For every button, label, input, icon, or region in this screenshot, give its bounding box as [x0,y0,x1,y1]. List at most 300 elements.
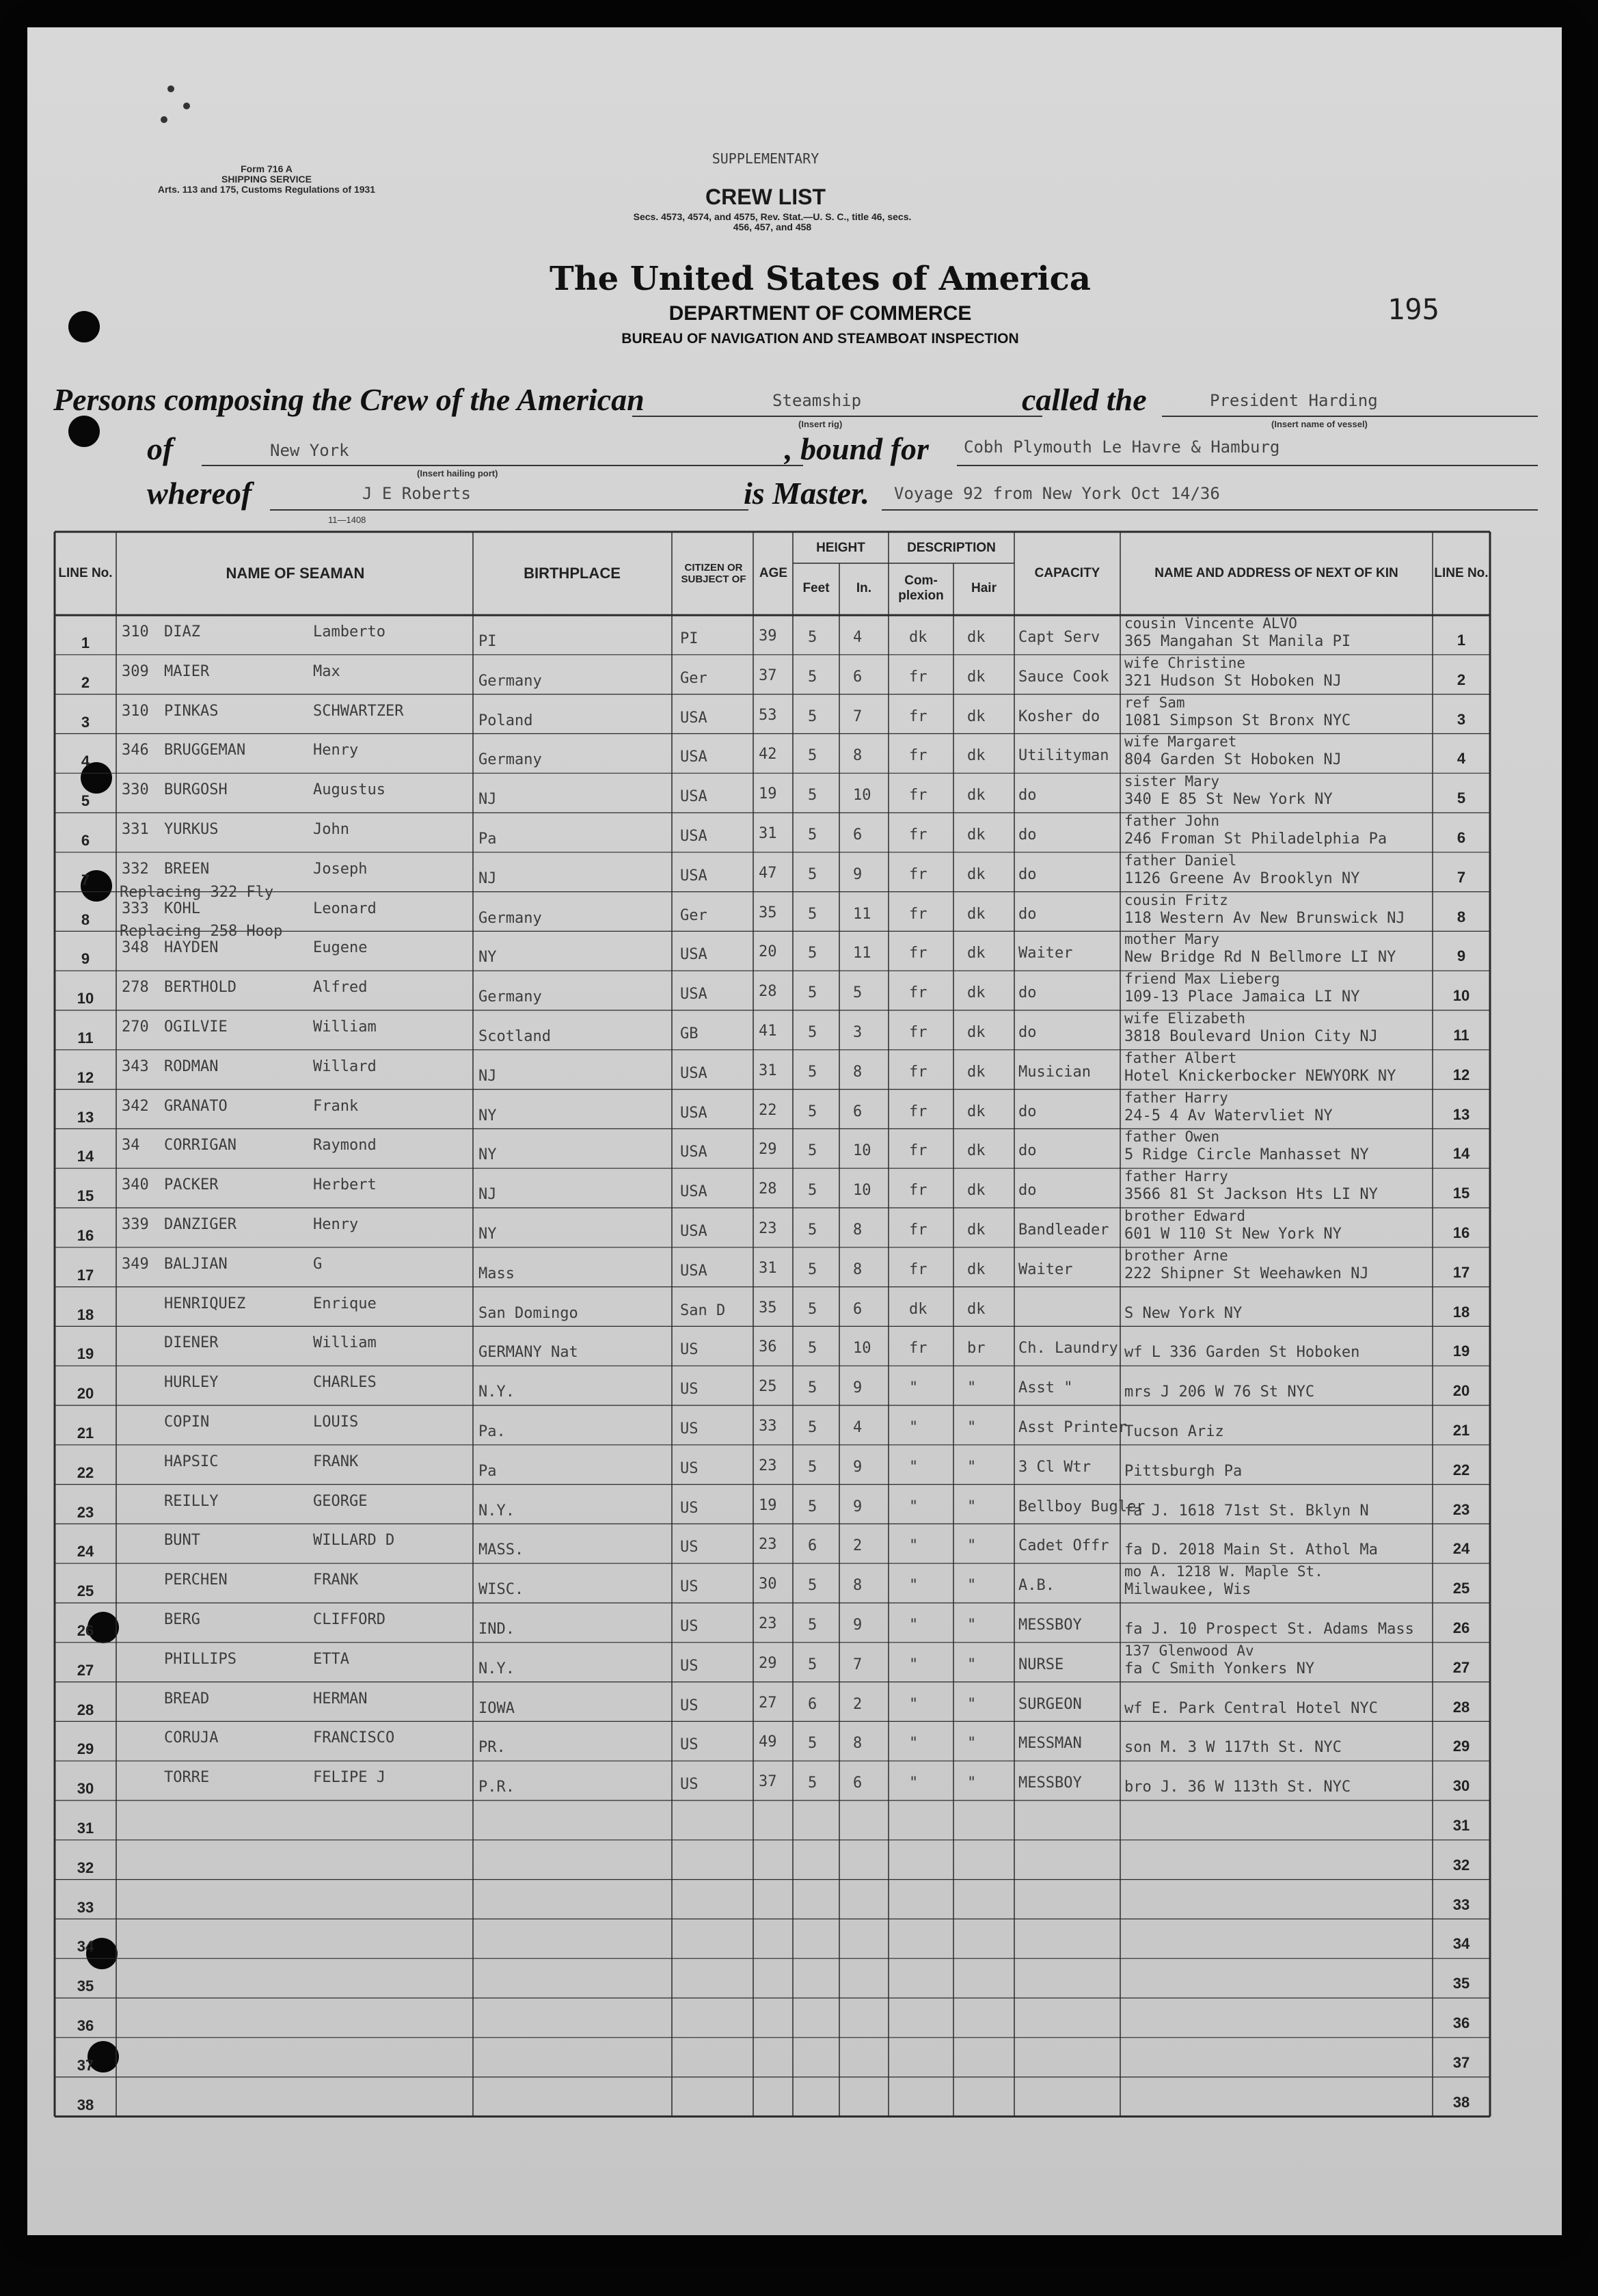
height-feet: 6 [808,1537,817,1555]
line-number: 10 [77,990,94,1008]
line-number: 28 [77,1701,94,1718]
line-number-right: 13 [1452,1105,1470,1123]
height-feet: 5 [808,1260,817,1278]
next-of-kin-address: Pittsburgh Pa [1124,1462,1243,1480]
supplementary-stamp: SUPPLEMENTARY [712,150,820,167]
next-of-kin-address: Tucson Ariz [1124,1423,1224,1440]
hair: " [967,1537,977,1555]
height-inches: 10 [853,1182,871,1200]
citizen-of: US [680,1776,699,1794]
age: 23 [759,1615,777,1632]
next-of-kin-address: 1081 Simpson St Bronx NYC [1124,712,1351,729]
height-inches: 3 [853,1024,863,1041]
capacity: Waiter [1018,1260,1073,1278]
age: 25 [759,1378,777,1396]
seaman-given-name: William [313,1334,377,1352]
height-feet: 5 [808,905,817,923]
hair: " [967,1379,977,1397]
height-inches: 8 [853,1577,863,1595]
capacity: do [1018,1182,1037,1200]
line-number: 5 [81,792,90,810]
complexion: " [909,1774,919,1792]
next-of-kin-address: 3818 Boulevard Union City NJ [1124,1028,1378,1045]
hair: dk [967,1024,986,1041]
seaman-surname: BERTHOLD [164,979,236,997]
citizen-of: US [680,1341,699,1359]
next-of-kin-name: wife Margaret [1124,733,1237,751]
seaman-surname: DIENER [164,1334,219,1352]
line-number: 16 [77,1227,94,1244]
citizen-of: US [680,1697,699,1714]
seaman-surname: PINKAS [164,702,219,720]
hair: dk [967,945,986,962]
seaman-surname: CORUJA [164,1729,219,1747]
height-inches: 9 [853,1379,863,1397]
next-of-kin-address: 109-13 Place Jamaica LI NY [1124,988,1360,1006]
height-inches: 10 [853,1340,871,1358]
whereof-label: whereof [147,476,252,511]
height-inches: 2 [853,1537,863,1555]
next-of-kin-address: fa C Smith Yonkers NY [1124,1660,1315,1677]
capacity: Capt Serv [1018,629,1100,646]
citizen-of: US [680,1381,699,1399]
next-of-kin-name: 137 Glenwood Av [1124,1642,1254,1659]
hair: dk [967,707,986,725]
vessel-hint: (Insert name of vessel) [1271,419,1368,429]
line-number: 29 [77,1740,94,1758]
height-inches: 8 [853,1260,863,1278]
age: 33 [759,1418,777,1435]
citizen-of: GB [680,1025,699,1042]
seaman-given-name: CHARLES [313,1374,377,1392]
line-number-right: 16 [1452,1224,1470,1241]
next-of-kin-name: mother Mary [1124,931,1220,948]
seaman-given-name: Henry [313,1216,359,1233]
form-title: CREW LIST [705,185,826,209]
crew-number: 348 [122,939,149,957]
birthplace: NY [478,949,497,967]
col-citizen: CITIZEN OR SUBJECT OF [681,562,746,585]
line-number: 22 [77,1463,94,1481]
line-number: 37 [77,2056,94,2074]
col-complexion: Com-plexion [898,573,944,603]
capacity: do [1018,1103,1037,1120]
line-number: 26 [77,1622,94,1639]
line-number-right: 17 [1452,1263,1470,1281]
height-inches: 8 [853,1735,863,1753]
next-of-kin-address: 3566 81 St Jackson Hts LI NY [1124,1186,1378,1204]
height-feet: 5 [808,1774,817,1792]
seaman-surname: MAIER [164,662,210,680]
line-number: 36 [77,2017,94,2034]
hair: dk [967,826,986,843]
complexion: fr [909,1340,927,1358]
height-feet: 5 [808,629,817,646]
citizen-of: USA [680,1223,707,1240]
next-of-kin-name: ref Sam [1124,694,1185,711]
complexion: fr [909,1024,927,1041]
next-of-kin-name: father Albert [1124,1049,1237,1066]
birthplace: Pa [478,830,497,848]
persons-label: Persons composing the Crew of the American [53,382,645,417]
line-number-right: 3 [1457,710,1466,728]
line-number-right: 29 [1452,1738,1470,1755]
line-number-right: 26 [1452,1619,1470,1636]
birthplace: NJ [478,1186,497,1204]
line-number-right: 5 [1457,789,1466,807]
crew-number: 330 [122,781,149,799]
citizen-of: USA [680,1064,707,1082]
height-inches: 6 [853,826,863,843]
birthplace: N.Y. [478,1660,515,1677]
capacity: Asst " [1018,1379,1073,1397]
age: 31 [759,825,777,842]
crew-number: 332 [122,860,149,878]
height-feet: 5 [808,1063,817,1081]
line-number: 6 [81,832,90,849]
next-of-kin-address: New Bridge Rd N Bellmore LI NY [1124,949,1396,967]
hair: dk [967,905,986,923]
age: 47 [759,864,777,882]
birthplace: NJ [478,1067,497,1085]
line-number: 38 [77,2096,94,2113]
citizen-of: US [680,1459,699,1477]
height-feet: 5 [808,747,817,765]
line-number: 21 [77,1424,94,1442]
height-feet: 6 [808,1695,817,1713]
capacity: do [1018,984,1037,1002]
line-number: 32 [77,1859,94,1876]
height-inches: 8 [853,1221,863,1239]
complexion: fr [909,1260,927,1278]
height-feet: 5 [808,1221,817,1239]
line-number-right: 19 [1452,1342,1470,1360]
crew-number: 331 [122,821,149,838]
citizen-of: PI [680,630,699,647]
birthplace: PR. [478,1739,506,1757]
capacity: Asst Printer [1018,1419,1127,1436]
seaman-surname: KOHL [164,900,200,917]
seaman-given-name: CLIFFORD [313,1611,385,1628]
next-of-kin-name: father Daniel [1124,852,1237,869]
complexion: " [909,1695,919,1713]
height-feet: 5 [808,668,817,686]
height-feet: 5 [808,787,817,805]
capacity: A.B. [1018,1577,1055,1595]
port-value: New York [270,441,349,460]
age: 42 [759,746,777,764]
birthplace: Pa. [478,1423,506,1440]
height-feet: 5 [808,826,817,843]
next-of-kin-address: 24-5 4 Av Watervliet NY [1124,1107,1333,1124]
citizen-of: USA [680,788,707,806]
crew-number: 333 [122,900,149,917]
line-number-right: 21 [1452,1422,1470,1439]
seaman-surname: GRANATO [164,1097,228,1115]
citizen-of: USA [680,709,707,727]
next-of-kin-address: 340 E 85 St New York NY [1124,791,1333,809]
seaman-given-name: G [313,1255,323,1273]
seaman-surname: BALJIAN [164,1255,228,1273]
replacement-note: Replacing 322 Fly [120,883,274,901]
hair: " [967,1498,977,1515]
seaman-surname: OGILVIE [164,1018,228,1036]
complexion: " [909,1735,919,1753]
height-inches: 6 [853,1103,863,1120]
hair: br [967,1340,986,1358]
complexion: fr [909,1142,927,1160]
complexion: " [909,1419,919,1436]
next-of-kin-address: 321 Hudson St Hoboken NJ [1124,672,1342,690]
hair: dk [967,984,986,1002]
seaman-surname: REILLY [164,1492,219,1510]
page-number: 195 [1387,293,1439,326]
line-number-right: 12 [1452,1066,1470,1083]
of-label: of [147,431,174,466]
line-number-right: 35 [1452,1975,1470,1993]
bureau-heading: BUREAU OF NAVIGATION AND STEAMBOAT INSPECTION [621,331,1019,347]
height-inches: 7 [853,1656,863,1673]
seaman-given-name: Herbert [313,1176,377,1194]
line-number: 4 [81,753,90,770]
line-number: 1 [81,634,90,651]
crew-number: 346 [122,742,149,759]
citizen-of: USA [680,946,707,964]
capacity: Musician [1018,1063,1091,1081]
line-number-right: 9 [1457,947,1466,965]
next-of-kin-address: 1126 Greene Av Brooklyn NY [1124,869,1360,887]
line-number: 35 [77,1977,94,1995]
destination-value: Cobh Plymouth Le Havre & Hamburg [964,437,1280,457]
age: 37 [759,666,777,684]
complexion: " [909,1537,919,1555]
seaman-surname: CORRIGAN [164,1137,236,1154]
birthplace: MASS. [478,1541,524,1559]
next-of-kin-address: 5 Ridge Circle Manhasset NY [1124,1146,1369,1164]
line-number-right: 10 [1452,987,1470,1005]
height-inches: 9 [853,865,863,883]
hair: dk [967,1260,986,1278]
next-of-kin-address: fa J. 10 Prospect St. Adams Mass [1124,1621,1414,1638]
next-of-kin-address: 365 Mangahan St Manila PI [1124,633,1351,650]
line-number-right: 4 [1457,750,1466,768]
capacity: Sauce Cook [1018,668,1109,686]
birthplace: WISC. [478,1581,524,1599]
height-feet: 5 [808,1617,817,1634]
hair: dk [967,629,986,646]
height-inches: 11 [853,905,871,923]
capacity: Cadet Offr [1018,1537,1109,1555]
crew-number: 342 [122,1097,149,1115]
complexion: fr [909,1103,927,1120]
complexion: dk [909,1300,927,1318]
seaman-given-name: Raymond [313,1137,377,1154]
line-number-right: 28 [1452,1698,1470,1716]
height-feet: 5 [808,1103,817,1120]
line-number: 8 [81,910,90,928]
next-of-kin-address: fa D. 2018 Main St. Athol Ma [1124,1541,1378,1559]
height-feet: 5 [808,1656,817,1673]
line-number: 34 [77,1938,94,1956]
capacity: 3 Cl Wtr [1018,1458,1091,1476]
seaman-given-name: John [313,821,349,838]
height-feet: 5 [808,865,817,883]
seaman-given-name: Willard [313,1057,377,1075]
hair: dk [967,1300,986,1318]
height-feet: 5 [808,1419,817,1436]
citizen-of: USA [680,986,707,1003]
birthplace: Mass [478,1265,515,1282]
height-inches: 6 [853,1774,863,1792]
citizen-of: USA [680,1144,707,1161]
next-of-kin-name: sister Mary [1124,773,1220,790]
hair: " [967,1458,977,1476]
line-number-right: 14 [1452,1145,1470,1163]
height-feet: 5 [808,1340,817,1358]
line-number-right: 6 [1457,829,1466,846]
height-feet: 5 [808,1142,817,1160]
age: 39 [759,627,777,645]
crew-number: 278 [122,979,149,997]
line-number-right: 22 [1452,1461,1470,1478]
height-inches: 10 [853,1142,871,1160]
age: 27 [759,1694,777,1712]
seaman-surname: DANZIGER [164,1216,236,1233]
seaman-surname: BUNT [164,1532,200,1550]
col-line-no: LINE No. [58,566,113,580]
col-inches: In. [856,581,872,595]
complexion: fr [909,668,927,686]
age: 31 [759,1259,777,1277]
crew-number: 340 [122,1176,149,1194]
hair: dk [967,1063,986,1081]
citizen-of: San D [680,1301,726,1319]
next-of-kin-name: cousin Fritz [1124,891,1228,908]
seaman-given-name: Leonard [313,900,377,917]
complexion: fr [909,707,927,725]
hair: " [967,1735,977,1753]
capacity: Bandleader [1018,1221,1109,1239]
print-reference: 11—1408 [328,515,366,525]
crew-number: 310 [122,702,149,720]
line-number: 12 [77,1068,94,1086]
seaman-surname: YURKUS [164,821,219,838]
height-inches: 9 [853,1498,863,1515]
hair: " [967,1774,977,1792]
rig-value: Steamship [772,391,862,410]
hair: " [967,1695,977,1713]
col-age: AGE [759,566,788,580]
birthplace: NJ [478,791,497,809]
height-feet: 5 [808,1498,817,1515]
birthplace: NY [478,1146,497,1164]
next-of-kin-address: 601 W 110 St New York NY [1124,1226,1342,1243]
citizen-of: US [680,1618,699,1635]
next-of-kin-address: S New York NY [1124,1304,1243,1322]
hair: dk [967,865,986,883]
country-heading: The United States of America [549,260,1092,298]
line-number-right: 25 [1452,1580,1470,1597]
height-feet: 5 [808,1024,817,1041]
line-number-right: 15 [1452,1185,1470,1202]
age: 31 [759,1062,777,1079]
height-inches: 6 [853,668,863,686]
complexion: fr [909,945,927,962]
hair: dk [967,747,986,765]
line-number: 11 [77,1029,94,1046]
capacity: do [1018,826,1037,843]
age: 23 [759,1457,777,1474]
line-number-right: 20 [1452,1382,1470,1400]
next-of-kin-name: wife Elizabeth [1124,1010,1246,1027]
complexion: " [909,1577,919,1595]
age: 19 [759,1496,777,1514]
height-feet: 5 [808,984,817,1002]
next-of-kin-address: wf L 336 Garden St Hoboken [1124,1344,1360,1362]
bound-label: , bound for [785,431,929,466]
crew-number: 339 [122,1216,149,1233]
line-number-right: 23 [1452,1500,1470,1518]
complexion: fr [909,905,927,923]
next-of-kin-name: mo A. 1218 W. Maple St. [1124,1563,1323,1580]
col-line-no-right: LINE No. [1434,566,1489,580]
line-number: 2 [81,673,90,691]
capacity: do [1018,865,1037,883]
age: 41 [759,1023,777,1040]
hair: " [967,1577,977,1595]
age: 23 [759,1536,777,1554]
next-of-kin-name: brother Arne [1124,1247,1228,1264]
height-inches: 9 [853,1617,863,1634]
capacity: Bellboy Bugler [1018,1498,1146,1515]
line-number: 31 [77,1820,94,1837]
line-number: 23 [77,1503,94,1521]
height-inches: 7 [853,707,863,725]
next-of-kin-address: fa J. 1618 71st St. Bklyn N [1124,1502,1369,1520]
complexion: fr [909,865,927,883]
capacity: do [1018,787,1037,805]
age: 28 [759,983,777,1001]
seaman-surname: BURGOSH [164,781,228,799]
capacity: MESSBOY [1018,1617,1082,1634]
line-number: 33 [77,1898,94,1916]
seaman-given-name: LOUIS [313,1414,359,1431]
age: 20 [759,943,777,961]
vessel-value: President Harding [1210,391,1378,410]
next-of-kin-name: father Harry [1124,1089,1228,1106]
port-hint: (Insert hailing port) [417,468,498,478]
line-number-right: 7 [1457,868,1466,886]
capacity: MESSBOY [1018,1774,1082,1792]
crew-number: 310 [122,623,149,640]
col-next-of-kin: NAME AND ADDRESS OF NEXT OF KIN [1154,566,1398,580]
citizen-of: US [680,1657,699,1675]
capacity: Utilityman [1018,747,1109,765]
line-number: 13 [77,1108,94,1126]
seaman-surname: HAYDEN [164,939,219,957]
next-of-kin-name: cousin Vincente ALVO [1124,615,1297,632]
hair: " [967,1617,977,1634]
hair: dk [967,1221,986,1239]
capacity: do [1018,1024,1037,1041]
voyage-value: Voyage 92 from New York Oct 14/36 [894,484,1220,503]
form-service: SHIPPING SERVICE [221,174,312,185]
next-of-kin-name: friend Max Lieberg [1124,971,1280,988]
complexion: fr [909,1182,927,1200]
height-feet: 5 [808,1379,817,1397]
line-number-right: 27 [1452,1658,1470,1676]
seaman-given-name: ETTA [313,1650,349,1668]
